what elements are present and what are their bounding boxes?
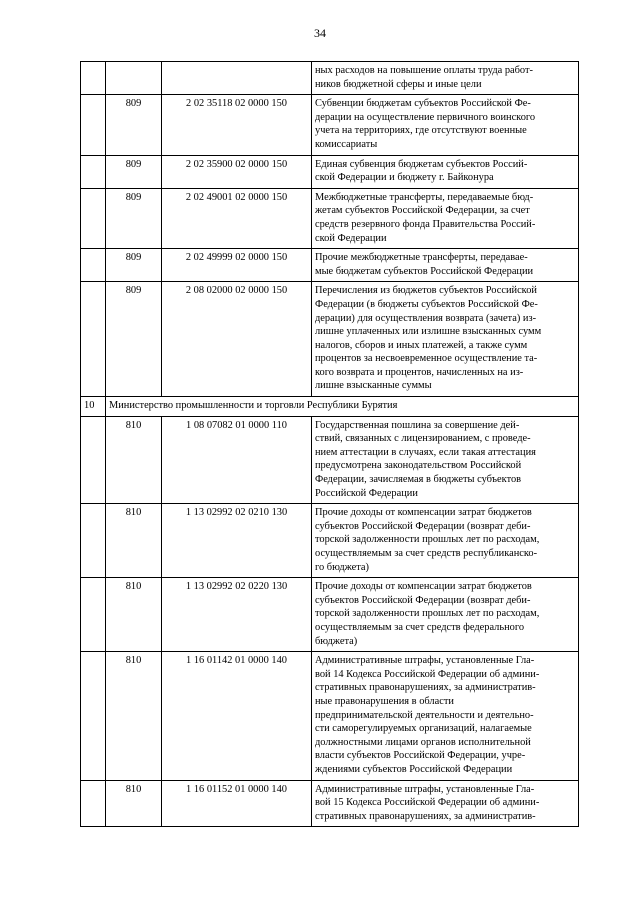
description-line: Единая субвенция бюджетам субъектов Россий- [315, 158, 528, 170]
row-number [81, 416, 106, 504]
admin-code [106, 62, 162, 95]
budget-classification-code: 2 02 49001 02 0000 150 [162, 188, 312, 248]
description-line: Государственная пошлина за совершение дей- [315, 419, 520, 431]
income-description [312, 62, 579, 95]
income-description [312, 416, 579, 504]
income-description [312, 188, 579, 248]
description-line: должностными лицами органов исполнительной [315, 736, 531, 748]
description-line: Субвенции бюджетам субъектов Российской Фе- [315, 98, 531, 110]
row-number [81, 578, 106, 652]
description-line: средств резервного фонда Правительства Россий- [315, 218, 536, 230]
budget-classification-code: 2 02 49999 02 0000 150 [162, 249, 312, 282]
admin-code: 810 [106, 578, 162, 652]
table-row [81, 652, 579, 780]
ministry-title: Министерство промышленности и торговли Республики Бурятия [106, 397, 579, 417]
row-number [81, 249, 106, 282]
description-line: субъектов Российской Федерации (возврат деби- [315, 520, 531, 532]
description-line: осуществляемым за счет средств республиканско- [315, 548, 538, 559]
description-line: кого возврата и процентов, начисленных на из- [315, 366, 524, 378]
description-line: жетам субъектов Российской Федерации, за счет [315, 205, 530, 217]
description-line: власти субъектов Российской Федерации, учре- [315, 750, 526, 762]
admin-code: 809 [106, 249, 162, 282]
description-line: ников бюджетной сферы и иные цели [315, 78, 482, 90]
description-line: процентов за несвоевременное осуществление та- [315, 353, 538, 365]
description-line: вой 14 Кодекса Российской Федерации об админи- [315, 668, 540, 680]
description-line: стративных правонарушениях, за административ- [315, 682, 536, 694]
budget-classification-code: 2 02 35900 02 0000 150 [162, 155, 312, 188]
description-line: Российской Федерации [315, 487, 418, 499]
table-body [81, 62, 579, 827]
table-row [81, 95, 579, 155]
income-description [312, 578, 579, 652]
description-line: осуществляемым за счет средств федерального [315, 621, 525, 633]
description-line: бюджета) [315, 635, 358, 647]
income-description [312, 504, 579, 578]
description-line: дерации) для осуществления возврата (зачета) из- [315, 312, 537, 324]
table-row [81, 578, 579, 652]
income-codes-table [80, 61, 579, 827]
row-number [81, 282, 106, 397]
description-line: налогов, сборов и иных платежей, а также сумм [315, 339, 528, 351]
description-line: сти саморегулируемых организаций, налагаемые [315, 723, 532, 735]
admin-code: 810 [106, 652, 162, 780]
description-line: Прочие доходы от компенсации затрат бюджетов [315, 507, 532, 519]
income-description [312, 652, 579, 780]
description-line: лишне уплаченных или излишне взысканных сумм [315, 326, 542, 338]
description-line: Межбюджетные трансферты, передаваемые бюд- [315, 191, 534, 203]
description-line: ных расходов на повышение оплаты труда работ- [315, 65, 533, 76]
table-row [81, 504, 579, 578]
row-number [81, 780, 106, 827]
admin-code: 810 [106, 504, 162, 578]
table-row [81, 249, 579, 282]
description-line: торской задолженности прошлых лет по расходам, [315, 608, 540, 620]
table-row [81, 155, 579, 188]
description-line: Перечисления из бюджетов субъектов Российской [315, 285, 537, 297]
description-line: Прочие межбюджетные трансферты, передавае- [315, 252, 528, 264]
description-line: ствий, связанных с лицензированием, с проведе- [315, 433, 531, 445]
admin-code: 809 [106, 188, 162, 248]
budget-classification-code: 1 13 02992 02 0220 130 [162, 578, 312, 652]
description-line: ные правонарушения в области [315, 695, 454, 707]
table-row [81, 780, 579, 827]
budget-classification-code: 1 08 07082 01 0000 110 [162, 416, 312, 504]
description-line: предпринимательской деятельности и деятельно- [315, 709, 534, 721]
table-row [81, 416, 579, 504]
row-number [81, 504, 106, 578]
admin-code: 809 [106, 95, 162, 155]
budget-classification-code: 1 16 01142 01 0000 140 [162, 652, 312, 780]
description-line: Прочие доходы от компенсации затрат бюджетов [315, 581, 532, 593]
budget-classification-code [162, 62, 312, 95]
income-description [312, 780, 579, 827]
description-line: предусмотрена законодательством Российской [315, 460, 522, 472]
description-line: дерации на осуществление первичного воинского [315, 111, 536, 123]
description-line: Административные штрафы, установленные Гла- [315, 783, 535, 795]
admin-code: 810 [106, 780, 162, 827]
income-description [312, 95, 579, 155]
ministry-header-row [81, 397, 579, 417]
description-line: Федерации (в бюджеты субъектов Российской Фе- [315, 298, 538, 310]
income-description [312, 155, 579, 188]
description-line: вой 15 Кодекса Российской Федерации об админи- [315, 797, 540, 809]
table-row [81, 188, 579, 248]
income-description [312, 249, 579, 282]
row-number: 10 [81, 397, 106, 417]
admin-code: 809 [106, 155, 162, 188]
description-line: ской Федерации [315, 232, 387, 244]
budget-classification-code: 1 13 02992 02 0210 130 [162, 504, 312, 578]
budget-classification-code: 1 16 01152 01 0000 140 [162, 780, 312, 827]
description-line: ской Федерации и бюджету г. Байконура [315, 172, 494, 184]
description-line: го бюджета) [315, 561, 369, 573]
description-line: ждениями субъектов Российской Федерации [315, 763, 513, 775]
description-line: нием аттестации в случаях, если такая аттестация [315, 446, 536, 458]
description-line: мые бюджетам субъектов Российской Федерации [315, 265, 534, 277]
row-number [81, 188, 106, 248]
page-number: 34 [314, 26, 326, 40]
description-line: комиссариаты [315, 138, 378, 150]
budget-classification-code: 2 02 35118 02 0000 150 [162, 95, 312, 155]
description-line: Федерации, зачисляемая в бюджеты субъектов [315, 474, 522, 486]
admin-code: 809 [106, 282, 162, 397]
description-line: учета на территориях, где отсутствуют военные [315, 125, 527, 137]
description-line: торской задолженности прошлых лет по расходам, [315, 534, 540, 546]
table-row [81, 282, 579, 397]
admin-code: 810 [106, 416, 162, 504]
row-number [81, 155, 106, 188]
description-line: субъектов Российской Федерации (возврат деби- [315, 594, 531, 606]
row-number [81, 95, 106, 155]
row-number [81, 652, 106, 780]
row-number [81, 62, 106, 95]
income-description [312, 282, 579, 397]
description-line: Административные штрафы, установленные Гла- [315, 655, 535, 667]
description-line: стративных правонарушениях, за административ- [315, 810, 536, 822]
budget-classification-code: 2 08 02000 02 0000 150 [162, 282, 312, 397]
table-row [81, 62, 579, 95]
description-line: лишне взысканные суммы [315, 380, 432, 392]
